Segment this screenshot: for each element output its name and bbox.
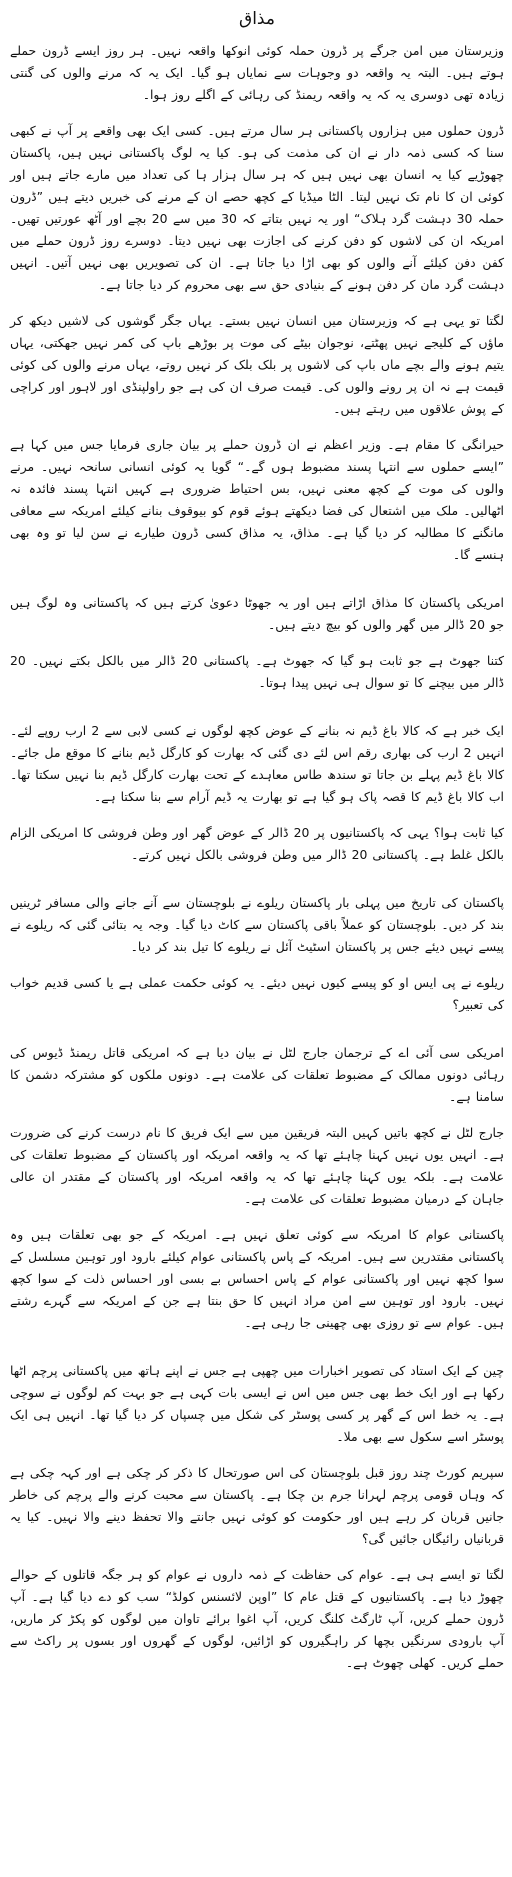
paragraph: امریکی پاکستان کا مذاق اڑاتے ہیں اور یہ جھوٹا دعویٰ کرتے ہیں کہ پاکستانی وہ لوگ ہیں جو 20 ڈالر میں گھر والوں کو بیچ دیتے ہیں۔ [10, 595, 504, 632]
section-gap [10, 1030, 504, 1042]
paragraph: ریلوے نے پی ایس او کو پیسے کیوں نہیں دیئے۔ یہ کوئی حکمت عملی ہے یا کسی قدیم خواب کی تعبیر؟ [10, 975, 504, 1012]
section-gap [10, 580, 504, 592]
paragraph: ایک خبر ہے کہ کالا باغ ڈیم نہ بنانے کے عوض کچھ لوگوں نے کسی لابی سے 2 ارب روپے لئے۔ انہیں 2 ارب کی بھاری رقم اس لئے دی گئی کہ بھارت کو کارگل ڈیم بنانے کا موقع مل جائے۔ کالا باغ ڈیم پہلے بن جاتا تو سندھ طاس معاہدے کے تحت بھارت کارگل ڈیم بنا نہیں سکتا تھا۔ اب کالا باغ ڈیم کا قصہ پاک ہو گیا ہے تو بھارت یہ ڈیم آرام سے بنا سکتا ہے۔ [10, 723, 504, 804]
paragraph: لگتا تو یہی ہے کہ وزیرستان میں انسان نہیں بستے۔ یہاں جگر گوشوں کی لاشیں دیکھ کر ماؤں کے کلیجے نہیں پھٹتے، نوجوان بیٹے کی موت پر بوڑھے باپ کی کمر نہیں جھکتی، یہاں یتیم ہونے والے بچے ماں باپ کی لاشوں پر بلک بلک کر نہیں روتے، یہاں مرنے والوں کی کوئی قیمت ہے نہ ان پر رونے والوں کی۔ قیمت صرف ان کی ہے جو راولپنڈی اور لاہور اور کراچی کے پوش علاقوں میں رہتے ہیں۔ [10, 313, 504, 416]
paragraph: سپریم کورٹ چند روز قبل بلوچستان کی اس صورتحال کا ذکر کر چکی ہے اور کہہ چکی ہے کہ وہاں قومی پرچم لہرانا جرم بن چکا ہے۔ پاکستان سے محبت کرنے والے پرچم کی خاطر جانیں قربان کر رہے ہیں اور حکومت کو کوئی نہیں جانتے والا تحفظ دینے والا نہیں۔ کیا یہ قربانیاں رائیگاں جائیں گی؟ [10, 1465, 504, 1546]
paragraph: کیا ثابت ہوا؟ یہی کہ پاکستانیوں پر 20 ڈالر کے عوض گھر اور وطن فروشی کا امریکی الزام بالکل غلط ہے۔ پاکستانی 20 ڈالر میں وطن فروشی بالکل نہیں کرتے۔ [10, 825, 504, 862]
paragraph: پاکستانی عوام کا امریکہ سے کوئی تعلق نہیں ہے۔ امریکہ کے جو بھی تعلقات ہیں وہ پاکستانی مقتدرین سے ہیں۔ امریکہ کے پاس پاکستانی عوام کیلئے بارود اور توہین مسلسل کے سوا کچھ نہیں اور پاکستانی عوام کے پاس احساس بے بسی اور احساس ذلت کے سوا کچھ نہیں۔ بارود اور توہین سے امن مراد انہیں کا حق بنتا ہے جن کے امریکہ سے گہرے رشتے ہیں۔ عوام سے تو روزی بھی چھینی جا رہی ہے۔ [10, 1227, 504, 1330]
section-gap [10, 880, 504, 892]
section-gap [10, 1348, 504, 1360]
paragraph: حیرانگی کا مقام ہے۔ وزیر اعظم نے ان ڈرون حملے پر بیان جاری فرمایا جس میں کہا ہے ”ایسے حملوں سے انتہا پسند مضبوط ہوں گے۔“ گویا یہ کوئی انسانی سانحہ نہیں۔ مرنے والوں کی موت کے کچھ معنی نہیں، بس احتیاط ضروری ہے کہیں انتہا پسند فائدہ نہ اٹھالیں۔ ملک میں اشتعال کی فضا دیکھتے ہوئے قوم کو بیوقوف بنانے کیلئے امریکہ سے معافی مانگنے کا مطالبہ کر دیا گیا ہے۔ مذاق، یہ مذاق کسی ڈرون طیارے نے سن لیا تو وہ بھی ہنسے گا۔ [10, 437, 504, 562]
paragraph: چین کے ایک استاد کی تصویر اخبارات میں چھپی ہے جس نے اپنے ہاتھ میں پاکستانی پرچم اٹھا رکھا ہے اور ایک خط بھی جس میں اس نے ایسی بات کہی ہے جو بہت کم لوگوں نے سوچی ہے۔ یہ خط اس کے گھر پر کسی پوسٹر کی شکل میں چسپاں کر دیا گیا تھا۔ انہیں ہی ایک پوسٹر اسے سکول سے بھی ملا۔ [10, 1363, 504, 1444]
paragraph: وزیرستان میں امن جرگے پر ڈرون حملہ کوئی انوکھا واقعہ نہیں۔ ہر روز ایسے ڈرون حملے ہوتے ہیں۔ البتہ یہ واقعہ دو وجوہات سے نمایاں ہو گیا۔ ایک یہ کہ مرنے والوں کی گنتی زیادہ تھی دوسری یہ کہ یہ واقعہ ریمنڈ کی رہائی کے اگلے روز ہوا۔ [10, 43, 504, 102]
column-title: مذاق [239, 9, 275, 29]
paragraph: پاکستان کی تاریخ میں پہلی بار پاکستان ریلوے نے بلوچستان سے آنے جانے والی مسافر ٹرینیں بند کر دیں۔ بلوچستان کو عملاً باقی پاکستان سے کاٹ دیا گیا۔ وجہ یہ بتائی گئی کہ ریلوے نے پیسے نہیں دیئے جس پر پاکستان اسٹیٹ آئل نے ریلوے کا تیل بند کر دیا۔ [10, 895, 504, 954]
paragraph: ڈرون حملوں میں ہزاروں پاکستانی ہر سال مرتے ہیں۔ کسی ایک بھی واقعے پر آپ نے کبھی سنا کہ کسی ذمہ دار نے ان کی مذمت کی ہو۔ کیا یہ لوگ پاکستانی نہیں ہیں، پاکستان چھوڑیے کیا یہ انسان بھی نہیں ہیں کہ ہر سال ہزار ہا کی تعداد میں مارے جاتے ہیں اور کوئی ان کا نام تک نہیں لیتا۔ الٹا میڈیا کے کچھ حصے ان کے مرنے کی خبریں دیتے ہیں ”ڈرون حملہ 30 دہشت گرد ہلاک“ اور یہ نہیں بتاتے کہ 30 میں سے 20 بچے اور آٹھ عورتیں تھیں۔ امریکہ ان کی لاشوں کو دفن کرنے کی اجازت بھی نہیں دیتا۔ دوسرے روز ڈرون حملے میں کفن دفن کیلئے آنے والوں کو بھی اڑا دیا جاتا ہے۔ ان کی تصویریں بھی نہیں آتیں۔ انہیں دہشت گرد مان کر دفن ہونے کے بنیادی حق سے بھی محروم کر دیا جاتا ہے۔ [10, 123, 504, 292]
paragraph: امریکی سی آئی اے کے ترجمان جارج لٹل نے بیان دیا ہے کہ امریکی قاتل ریمنڈ ڈیوس کی رہائی دونوں ممالک کے مضبوط تعلقات کی علامت ہے۔ دونوں ملکوں کو مشترکہ دشمن کا سامنا ہے۔ [10, 1045, 504, 1104]
paragraph: جارج لٹل نے کچھ باتیں کہیں البتہ فریقین میں سے ایک فریق کا نام درست کرنے کی ضرورت ہے۔ انہیں یوں نہیں کہنا چاہئے تھا کہ یہ واقعہ امریکہ اور پاکستان کے مضبوط تعلقات کی علامت ہے۔ بلکہ یوں کہنا چاہئے تھا کہ یہ واقعہ امریکہ اور پاکستان کے مقتدر ان عالی جاہان کے درمیان مضبوط تعلقات کی علامت ہے۔ [10, 1125, 504, 1206]
paragraph: کتنا جھوٹ ہے جو ثابت ہو گیا کہ جھوٹ ہے۔ پاکستانی 20 ڈالر میں بالکل بکتے نہیں۔ 20 ڈالر میں بیچنے کا تو سوال ہی نہیں پیدا ہوتا۔ [10, 653, 505, 690]
paragraph: لگتا تو ایسے ہی ہے۔ عوام کی حفاظت کے ذمہ داروں نے عوام کو ہر جگہ قاتلوں کے حوالے چھوڑ دیا ہے۔ پاکستانیوں کے قتل عام کا ”اوپن لائسنس کولڈ“ سب کو دے دیا گیا ہے۔ آپ ڈرون حملے کریں، آپ ٹارگٹ کلنگ کریں، آپ اغوا برائے تاوان میں لوگوں کو پکڑ کر ماریں، آپ بارودی سرنگیں بچھا کر راہگیروں کو اڑائیں، لوگوں کے گھروں اور بسوں پر راکٹ سے حملے کریں۔ کھلی چھوٹ ہے۔ [10, 1567, 504, 1670]
section-gap [10, 708, 504, 720]
